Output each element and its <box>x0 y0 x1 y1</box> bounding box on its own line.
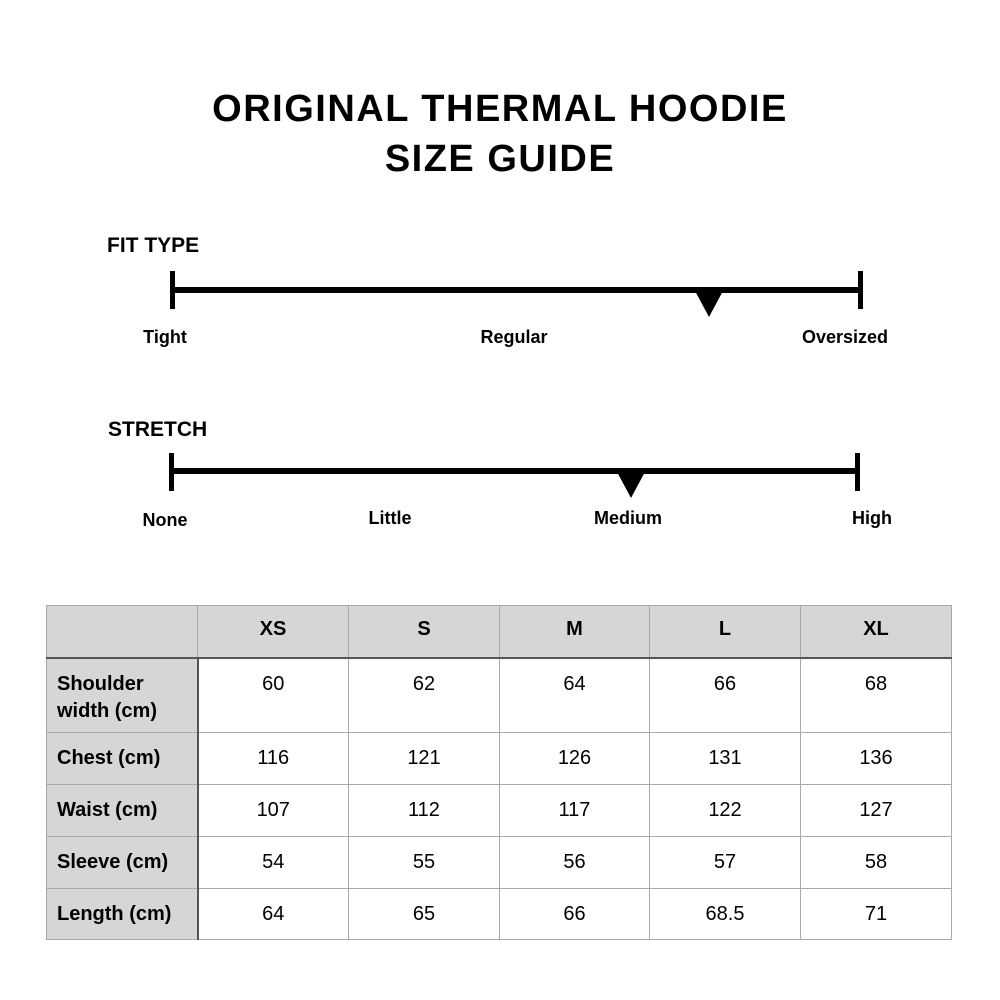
table-cell: 136 <box>801 733 952 785</box>
row-label-length: Length (cm) <box>47 889 198 940</box>
table-cell: 112 <box>349 785 500 837</box>
stretch-indicator <box>616 470 646 498</box>
table-cell: 64 <box>500 658 650 733</box>
table-cell: 127 <box>801 785 952 837</box>
table-cell: 116 <box>198 733 349 785</box>
table-cell: 68 <box>801 658 952 733</box>
stretch-label: STRETCH <box>108 418 208 441</box>
size-header-s: S <box>349 606 500 659</box>
table-cell: 66 <box>650 658 801 733</box>
table-cell: 71 <box>801 889 952 940</box>
table-cell: 121 <box>349 733 500 785</box>
table-cell: 107 <box>198 785 349 837</box>
fit-type-tick-regular: Regular <box>480 327 548 347</box>
table-cell: 126 <box>500 733 650 785</box>
table-cell: 56 <box>500 837 650 889</box>
table-cell: 60 <box>198 658 349 733</box>
table-cell: 131 <box>650 733 801 785</box>
table-cell: 54 <box>198 837 349 889</box>
table-row-sleeve <box>47 837 952 889</box>
title-line-2: SIZE GUIDE <box>384 138 616 180</box>
size-header-xs: XS <box>198 606 349 659</box>
stretch-tick-high: High <box>852 508 892 528</box>
table-cell: 66 <box>500 889 650 940</box>
table-row-waist <box>47 785 952 837</box>
stretch-bar <box>169 468 860 474</box>
row-label-sleeve: Sleeve (cm) <box>47 837 198 889</box>
fit-type-tick-tight: Tight <box>143 327 187 347</box>
size-header-row <box>47 606 952 659</box>
row-label-chest: Chest (cm) <box>47 733 198 785</box>
table-cell: 55 <box>349 837 500 889</box>
size-table <box>46 605 952 940</box>
table-row-chest <box>47 733 952 785</box>
stretch-bar-end <box>855 453 860 491</box>
fit-type-bar <box>170 287 863 293</box>
table-cell: 122 <box>650 785 801 837</box>
fit-type-bar-end <box>858 271 863 309</box>
table-row-length <box>47 889 952 940</box>
table-cell: 65 <box>349 889 500 940</box>
table-cell: 68.5 <box>650 889 801 940</box>
table-corner-cell <box>47 606 198 659</box>
page-title <box>0 84 1000 184</box>
table-cell: 62 <box>349 658 500 733</box>
size-header-m: M <box>500 606 650 659</box>
fit-type-tick-oversized: Oversized <box>801 327 889 347</box>
table-cell: 57 <box>650 837 801 889</box>
table-row-shoulder-width <box>47 658 952 733</box>
size-header-xl: XL <box>801 606 952 659</box>
stretch-tick-little: Little <box>368 508 412 528</box>
table-cell: 64 <box>198 889 349 940</box>
stretch-tick-none: None <box>142 510 188 530</box>
stretch-tick-medium: Medium <box>593 508 663 528</box>
title-line-1: ORIGINAL THERMAL HOODIE <box>212 88 788 130</box>
fit-type-indicator <box>694 289 724 317</box>
row-label-waist: Waist (cm) <box>47 785 198 837</box>
table-cell: 117 <box>500 785 650 837</box>
table-cell: 58 <box>801 837 952 889</box>
row-label-shoulder-width: Shoulder width (cm) <box>47 658 198 733</box>
size-header-l: L <box>650 606 801 659</box>
fit-type-label: FIT TYPE <box>107 234 200 257</box>
